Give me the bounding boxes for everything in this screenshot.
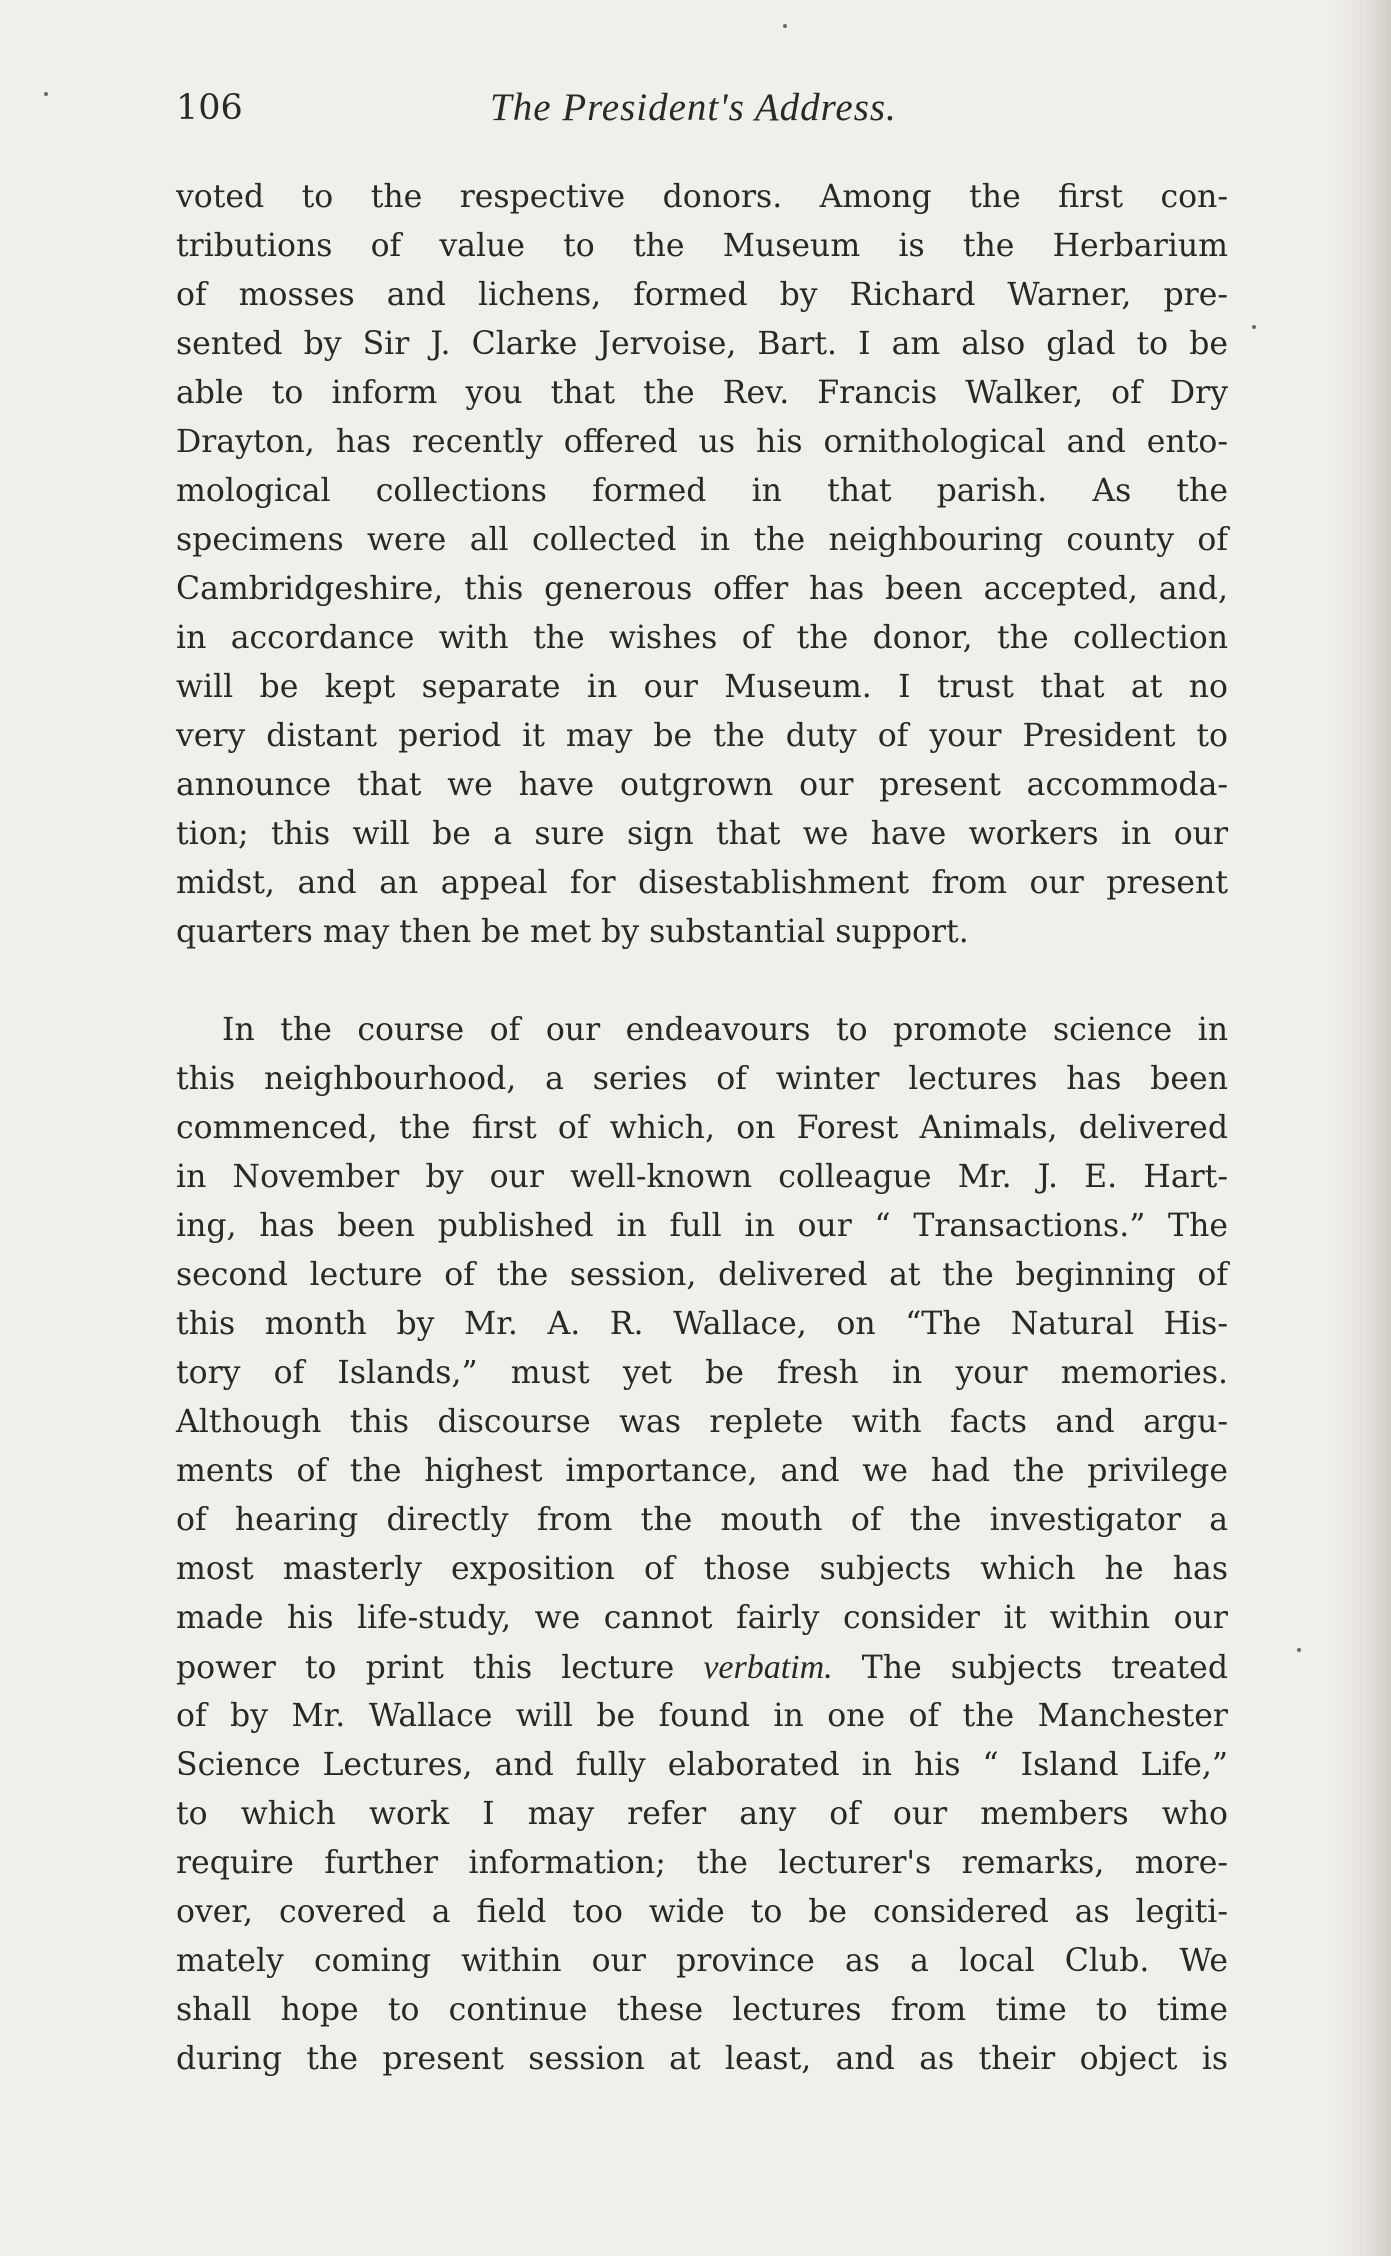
text-line: specimens were all collected in the neighbouring county of bbox=[176, 522, 1228, 558]
scan-speck bbox=[1252, 325, 1256, 329]
body-text bbox=[176, 173, 1228, 2084]
text-line: ments of the highest importance, and we had the privilege bbox=[176, 1453, 1228, 1489]
text-line: of by Mr. Wallace will be found in one of the Manchester bbox=[176, 1698, 1228, 1734]
text-line: In the course of our endeavours to promote science in bbox=[222, 1012, 1228, 1048]
text-line: most masterly exposition of those subjects which he has bbox=[176, 1551, 1228, 1587]
text-run: power to print this lecture bbox=[176, 1650, 704, 1686]
text-line: will be kept separate in our Museum. I trust that at no bbox=[176, 669, 1228, 705]
text-line: voted to the respective donors. Among the first con- bbox=[176, 179, 1228, 215]
text-line: of mosses and lichens, formed by Richard Warner, pre- bbox=[176, 277, 1228, 313]
page-edge-shadow bbox=[1331, 0, 1391, 2256]
text-line: midst, and an appeal for disestablishment from our present bbox=[176, 865, 1228, 901]
text-line: of hearing directly from the mouth of the investigator a bbox=[176, 1502, 1228, 1538]
text-line: Cambridgeshire, this generous offer has been accepted, and, bbox=[176, 571, 1228, 607]
text-line: require further information; the lecturer's remarks, more- bbox=[176, 1845, 1228, 1881]
text-line: over, covered a field too wide to be considered as legiti- bbox=[176, 1894, 1228, 1930]
text-line: announce that we have outgrown our present accommoda- bbox=[176, 767, 1228, 803]
text-line: Science Lectures, and fully elaborated in his “ Island Life,” bbox=[176, 1747, 1228, 1783]
text-line: sented by Sir J. Clarke Jervoise, Bart. I am also glad to be bbox=[176, 326, 1228, 362]
running-header bbox=[176, 86, 1234, 134]
text-line: in accordance with the wishes of the donor, the collection bbox=[176, 620, 1228, 656]
paragraph-2 bbox=[176, 1006, 1228, 2084]
text-line: this month by Mr. A. R. Wallace, on “The Natural His- bbox=[176, 1306, 1228, 1342]
text-line: tributions of value to the Museum is the Herbarium bbox=[176, 228, 1228, 264]
running-title: The President's Address. bbox=[490, 86, 897, 129]
italic-word-verbatim: verbatim. bbox=[703, 1649, 833, 1686]
paragraph-gap bbox=[176, 957, 1228, 1006]
text-line: in November by our well-known colleague Mr. J. E. Hart- bbox=[176, 1159, 1228, 1195]
text-line-verbatim bbox=[176, 1643, 1228, 1692]
text-line: tory of Islands,” must yet be fresh in your memories. bbox=[176, 1355, 1228, 1391]
text-line: this neighbourhood, a series of winter lectures has been bbox=[176, 1061, 1228, 1097]
text-line: commenced, the first of which, on Forest Animals, delivered bbox=[176, 1110, 1228, 1146]
text-line: quarters may then be met by substantial support. bbox=[176, 914, 969, 950]
scan-speck bbox=[783, 24, 787, 28]
text-line: mately coming within our province as a local Club. We bbox=[176, 1943, 1228, 1979]
page-number: 106 bbox=[176, 88, 243, 128]
text-run: The subjects treated bbox=[832, 1650, 1228, 1686]
text-line: very distant period it may be the duty of your President to bbox=[176, 718, 1228, 754]
text-line: shall hope to continue these lectures from time to time bbox=[176, 1992, 1228, 2028]
text-line: ing, has been published in full in our “ Transactions.” The bbox=[176, 1208, 1228, 1244]
text-line: during the present session at least, and as their object is bbox=[176, 2041, 1228, 2077]
text-line: second lecture of the session, delivered at the beginning of bbox=[176, 1257, 1228, 1293]
text-line: Although this discourse was replete with facts and argu- bbox=[176, 1404, 1228, 1440]
text-line: to which work I may refer any of our members who bbox=[176, 1796, 1228, 1832]
scan-speck bbox=[1297, 1648, 1301, 1652]
text-line: able to inform you that the Rev. Francis Walker, of Dry bbox=[176, 375, 1228, 411]
text-line: tion; this will be a sure sign that we have workers in our bbox=[176, 816, 1228, 852]
scan-speck bbox=[44, 92, 48, 96]
text-line: Drayton, has recently offered us his ornithological and ento- bbox=[176, 424, 1228, 460]
text-line: made his life-study, we cannot fairly consider it within our bbox=[176, 1600, 1228, 1636]
text-line: mological collections formed in that parish. As the bbox=[176, 473, 1228, 509]
paragraph-1 bbox=[176, 173, 1228, 957]
